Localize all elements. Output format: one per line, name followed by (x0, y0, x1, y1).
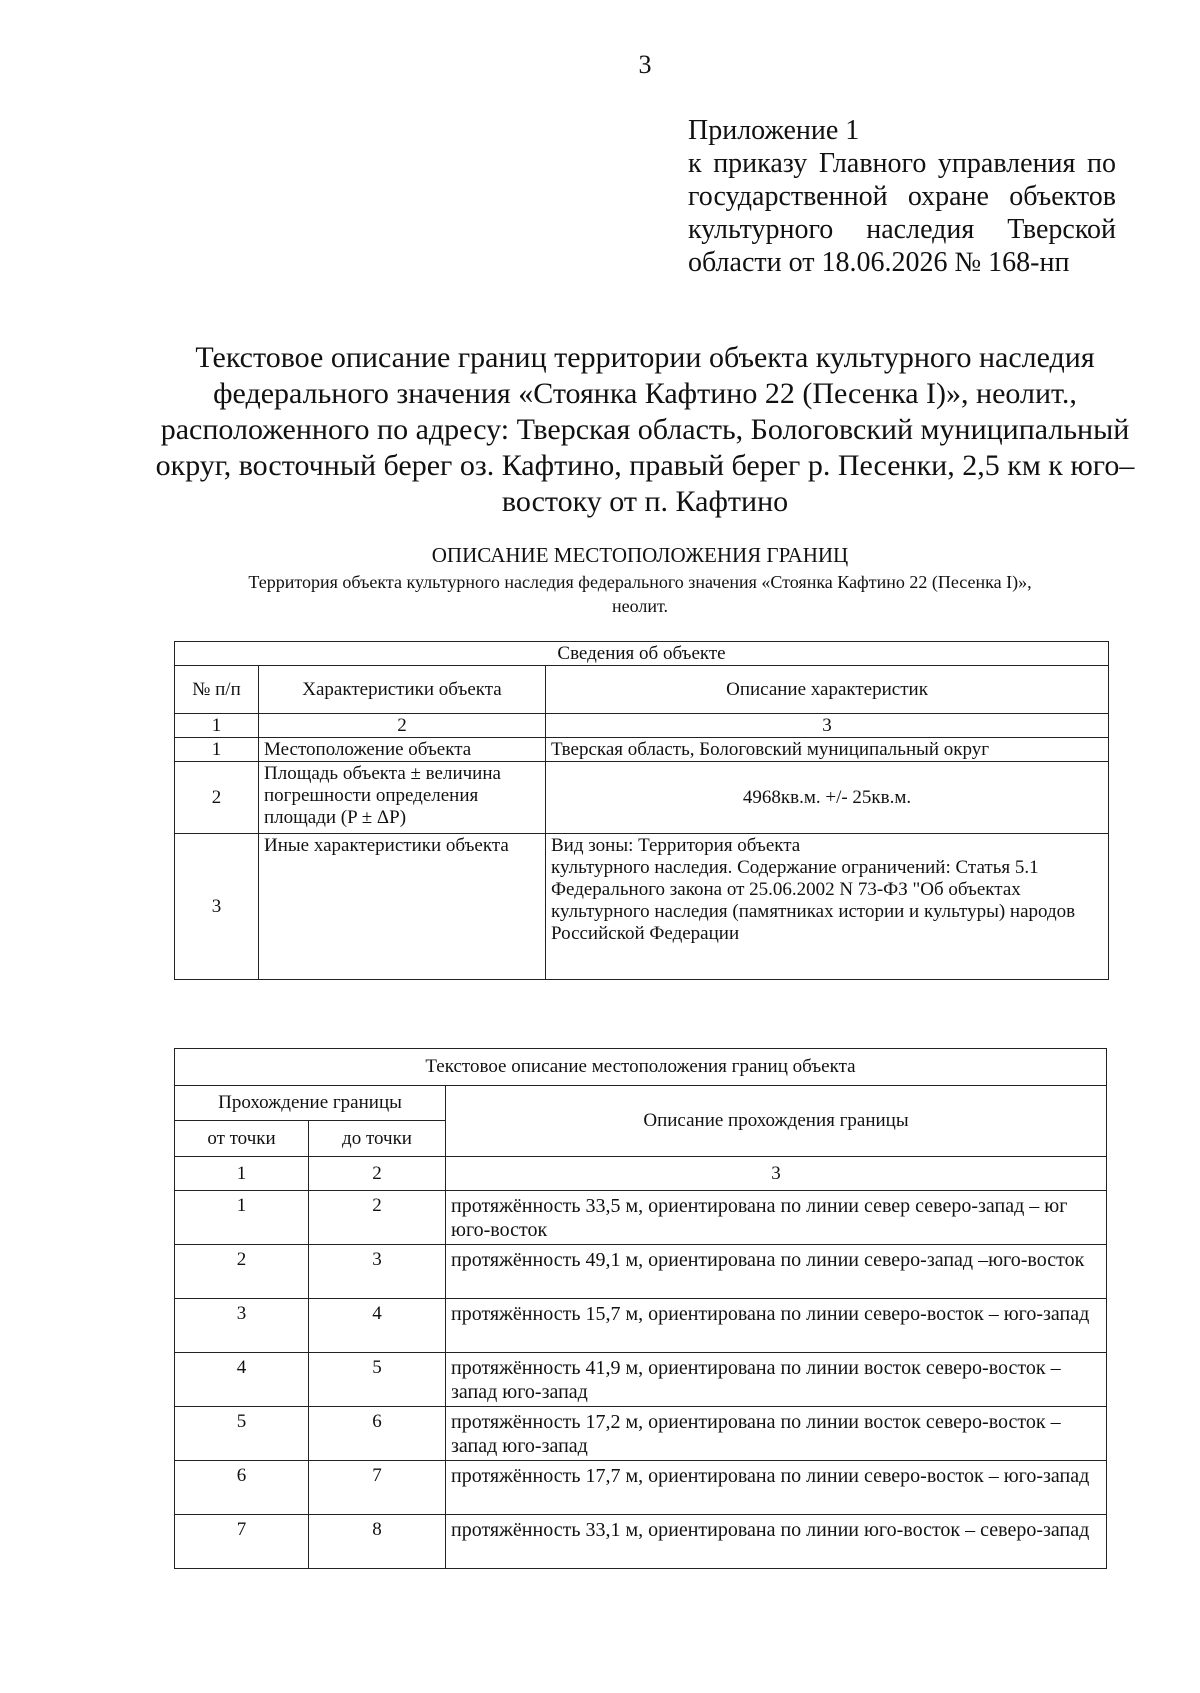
appendix-header (688, 114, 1116, 279)
column-number: 1 (175, 714, 259, 738)
row-description: протяжённость 15,7 м, ориентирована по линии северо-восток – юго-запад (446, 1299, 1107, 1353)
table-caption: Текстовое описание местоположения границ объекта (175, 1049, 1107, 1086)
section-subtitle (160, 570, 1120, 618)
row-description: протяжённость 49,1 м, ориентирована по линии северо-запад –юго-восток (446, 1245, 1107, 1299)
row-description: протяжённость 17,7 м, ориентирована по линии северо-восток – юго-запад (446, 1461, 1107, 1515)
section-subtitle-line: неолит. (611, 596, 668, 616)
description-line: культурного наследия. Содержание ограничений: Статья 5.1 Федерального закона от 25.06.2002 N 73-ФЗ "Об объектах культурного наследия (памятниках истории и культуры) народов Российской Федерации (551, 857, 1076, 944)
row-characteristic: Иные характеристики объекта (259, 834, 546, 980)
row-from-point: 5 (175, 1407, 309, 1461)
header-passage: Прохождение границы (175, 1086, 446, 1121)
row-from-point: 6 (175, 1461, 309, 1515)
appendix-line: к приказу Главного управления по (688, 148, 1116, 179)
table-row (175, 1353, 1107, 1407)
table-caption-row (175, 1049, 1107, 1086)
description-line: Вид зоны: Территория объекта (551, 835, 801, 856)
header-to-point: до точки (309, 1121, 446, 1157)
row-to-point: 3 (309, 1245, 446, 1299)
row-num: 3 (175, 834, 259, 980)
section-subtitle-line: Территория объекта культурного наследия федерального значения «Стоянка Кафтино 22 (Песенка I)», (248, 572, 1032, 592)
section-title: ОПИСАНИЕ МЕСТОПОЛОЖЕНИЯ ГРАНИЦ (431, 543, 849, 567)
row-description: 4968кв.м. +/- 25кв.м. (546, 762, 1109, 834)
column-number: 1 (175, 1157, 309, 1191)
row-from-point: 4 (175, 1353, 309, 1407)
header-num: № п/п (175, 666, 259, 714)
table-caption: Сведения об объекте (175, 642, 1109, 666)
row-description: протяжённость 33,1 м, ориентирована по линии юго-восток – северо-запад (446, 1515, 1107, 1569)
header-characteristic: Характеристики объекта (259, 666, 546, 714)
page-number: 3 (638, 50, 652, 79)
header-from-point: от точки (175, 1121, 309, 1157)
row-to-point: 6 (309, 1407, 446, 1461)
appendix-line: государственной охране объектов (688, 181, 1116, 212)
row-description: протяжённость 33,5 м, ориентирована по линии север северо-запад – юг юго-восток (446, 1191, 1107, 1245)
table-row (175, 834, 1109, 980)
table-caption-row (175, 642, 1109, 666)
row-from-point: 3 (175, 1299, 309, 1353)
row-num: 2 (175, 762, 259, 834)
row-from-point: 7 (175, 1515, 309, 1569)
row-description: Тверская область, Бологовский муниципальный округ (546, 738, 1109, 762)
row-to-point: 2 (309, 1191, 446, 1245)
table-row (175, 1245, 1107, 1299)
table-row (175, 1461, 1107, 1515)
appendix-line: области от 18.06.2026 № 168-нп (688, 247, 1070, 278)
table-row (175, 738, 1109, 762)
table-header-row (175, 666, 1109, 714)
boundary-description-table (174, 1048, 1107, 1569)
table-row (175, 762, 1109, 834)
document-title (150, 340, 1140, 520)
object-info-table (174, 641, 1109, 980)
appendix-line: Приложение 1 (688, 115, 860, 146)
title-line: округ, восточный берег оз. Кафтино, правый берег р. Песенки, 2,5 км к юго– (155, 449, 1135, 482)
row-description: протяжённость 17,2 м, ориентирована по линии восток северо-восток – запад юго-запад (446, 1407, 1107, 1461)
row-from-point: 1 (175, 1191, 309, 1245)
column-number-row (175, 1157, 1107, 1191)
row-num: 1 (175, 738, 259, 762)
row-to-point: 8 (309, 1515, 446, 1569)
row-description (546, 834, 1109, 980)
title-line: востоку от п. Кафтино (501, 485, 789, 518)
title-line: Текстовое описание границ территории объекта культурного наследия (195, 341, 1095, 374)
row-to-point: 4 (309, 1299, 446, 1353)
row-from-point: 2 (175, 1245, 309, 1299)
title-line: расположенного по адресу: Тверская область, Бологовский муниципальный (160, 413, 1130, 446)
column-number: 2 (309, 1157, 446, 1191)
row-characteristic: Площадь объекта ± величина погрешности определения площади (P ± ΔP) (259, 762, 546, 834)
column-number: 3 (446, 1157, 1107, 1191)
column-number-row (175, 714, 1109, 738)
header-description: Описание характеристик (546, 666, 1109, 714)
row-to-point: 7 (309, 1461, 446, 1515)
table-row (175, 1515, 1107, 1569)
table-row (175, 1407, 1107, 1461)
row-description: протяжённость 41,9 м, ориентирована по линии восток северо-восток – запад юго-запад (446, 1353, 1107, 1407)
row-characteristic: Местоположение объекта (259, 738, 546, 762)
row-to-point: 5 (309, 1353, 446, 1407)
table-header-row (175, 1086, 1107, 1121)
column-number: 2 (259, 714, 546, 738)
header-description: Описание прохождения границы (446, 1086, 1107, 1157)
appendix-line: культурного наследия Тверской (688, 214, 1116, 245)
title-line: федерального значения «Стоянка Кафтино 22 (Песенка I)», неолит., (213, 377, 1077, 410)
column-number: 3 (546, 714, 1109, 738)
table-row (175, 1191, 1107, 1245)
table-row (175, 1299, 1107, 1353)
